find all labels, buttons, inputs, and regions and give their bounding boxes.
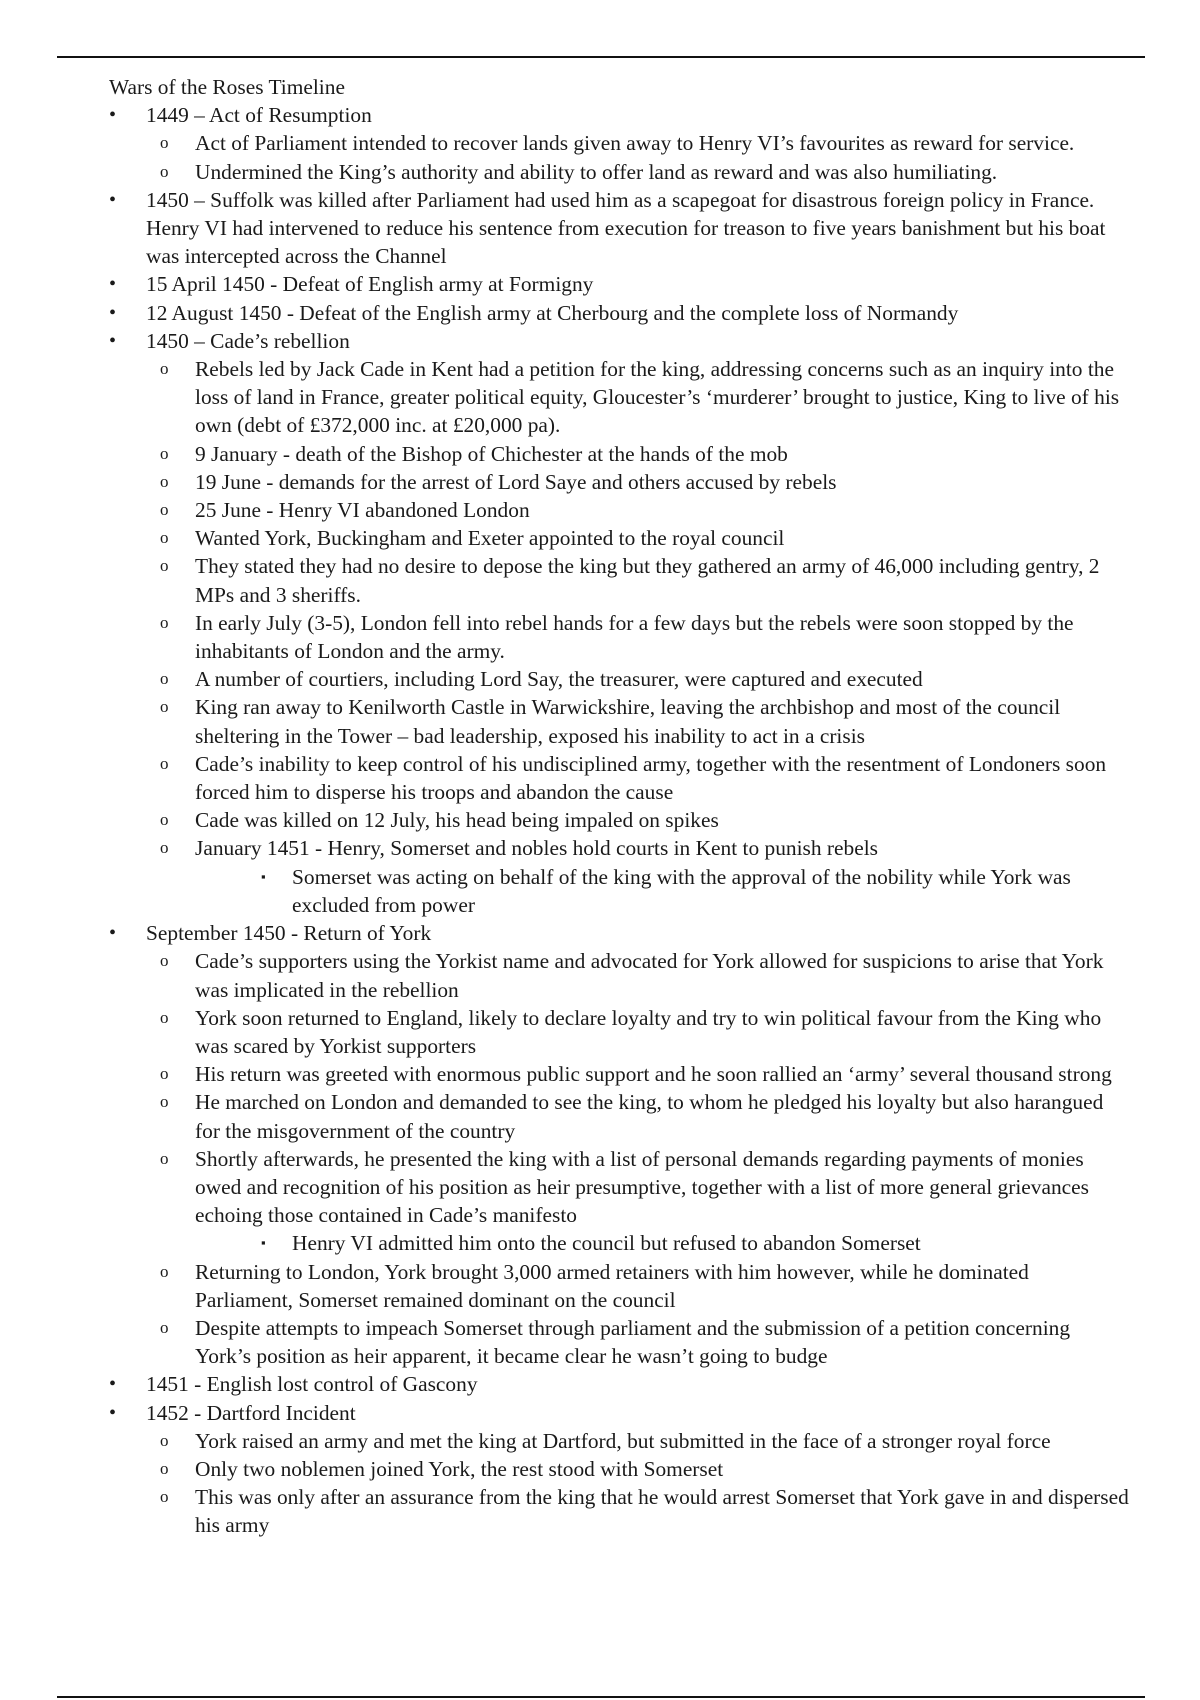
timeline-detail bbox=[146, 552, 1129, 608]
timeline-entry bbox=[109, 1370, 1129, 1398]
timeline-detail bbox=[146, 1314, 1129, 1370]
timeline-detail bbox=[146, 1483, 1129, 1539]
timeline-entry bbox=[109, 1399, 1129, 1540]
entry-text: 12 August 1450 - Defeat of the English army at Cherbourg and the complete loss of Normandy bbox=[146, 300, 959, 325]
document-title: Wars of the Roses Timeline bbox=[109, 75, 345, 99]
timeline-detail bbox=[146, 1088, 1129, 1144]
timeline-detail bbox=[146, 440, 1129, 468]
timeline-detail bbox=[146, 355, 1129, 440]
bottom-rule bbox=[57, 1696, 1145, 1698]
entry-text: Cade’s supporters using the Yorkist name and advocated for York allowed for suspicions to arise that York was implicated in the rebellion bbox=[195, 949, 1104, 1002]
timeline-detail bbox=[146, 806, 1129, 834]
entry-text: King ran away to Kenilworth Castle in Warwickshire, leaving the archbishop and most of the council sheltering in the Tower – bad leadership, exposed his inability to act in a crisis bbox=[195, 695, 1061, 748]
timeline-detail bbox=[146, 496, 1129, 524]
timeline-detail bbox=[146, 947, 1129, 1003]
timeline-detail bbox=[146, 665, 1129, 693]
timeline-detail bbox=[146, 1258, 1129, 1314]
entry-text: Somerset was acting on behalf of the king with the approval of the nobility while York was excluded from power bbox=[292, 864, 1071, 917]
timeline-subdetail bbox=[195, 863, 1129, 919]
entry-text: Act of Parliament intended to recover lands given away to Henry VI’s favourites as reward for service. bbox=[195, 131, 1075, 156]
entry-text: His return was greeted with enormous public support and he soon rallied an ‘army’ several thousand strong bbox=[195, 1062, 1112, 1087]
timeline-entry bbox=[109, 919, 1129, 1370]
entry-text: A number of courtiers, including Lord Say, the treasurer, were captured and executed bbox=[195, 667, 923, 692]
entry-text: Cade was killed on 12 July, his head being impaled on spikes bbox=[195, 808, 719, 833]
entry-text: York soon returned to England, likely to declare loyalty and try to win political favour from the King who was scared by Yorkist supporters bbox=[195, 1005, 1102, 1058]
entry-text: This was only after an assurance from the king that he would arrest Somerset that York gave in and dispersed his army bbox=[195, 1485, 1129, 1538]
entry-text: Rebels led by Jack Cade in Kent had a petition for the king, addressing concerns such as an inquiry into the loss of land in France, greater political equity, Gloucester’s ‘murderer’ brought to justice, King to live of his own (debt of £372,000 inc. at £20,000 pa). bbox=[195, 357, 1120, 438]
entry-text: 1450 – Cade’s rebellion bbox=[146, 328, 350, 353]
sub-list bbox=[146, 1427, 1129, 1540]
timeline-entry bbox=[109, 270, 1129, 298]
timeline-detail bbox=[146, 834, 1129, 919]
entry-text: Henry VI admitted him onto the council but refused to abandon Somerset bbox=[292, 1231, 921, 1256]
entry-text: 25 June - Henry VI abandoned London bbox=[195, 498, 530, 523]
sub-list bbox=[146, 355, 1129, 919]
timeline-entry bbox=[109, 327, 1129, 919]
timeline-detail bbox=[146, 1004, 1129, 1060]
entry-text: Shortly afterwards, he presented the king with a list of personal demands regarding payments of monies owed and recognition of his position as heir presumptive, together with a list of more general grievances echoing those contained in Cade’s manifesto bbox=[195, 1146, 1089, 1228]
entry-text: Undermined the King’s authority and ability to offer land as reward and was also humiliating. bbox=[195, 159, 998, 184]
timeline-detail bbox=[146, 609, 1129, 665]
entry-text: In early July (3-5), London fell into rebel hands for a few days but the rebels were soon stopped by the inhabitants of London and the army. bbox=[195, 610, 1074, 664]
timeline-detail bbox=[146, 1427, 1129, 1455]
timeline-detail bbox=[146, 1060, 1129, 1088]
timeline-entry bbox=[109, 101, 1129, 186]
entry-text: They stated they had no desire to depose the king but they gathered an army of 46,000 including gentry, 2 MPs and 3 sheriffs. bbox=[195, 554, 1100, 607]
sub-list bbox=[195, 1229, 1129, 1257]
timeline-detail bbox=[146, 1455, 1129, 1483]
entry-text: 1451 - English lost control of Gascony bbox=[146, 1372, 478, 1397]
timeline-entry bbox=[109, 299, 1129, 327]
timeline-detail bbox=[146, 693, 1129, 749]
timeline-entry bbox=[109, 186, 1129, 271]
sub-list bbox=[195, 863, 1129, 919]
top-rule bbox=[57, 56, 1145, 58]
entry-text: Despite attempts to impeach Somerset through parliament and the submission of a petition concerning York’s position as heir apparent, it became clear he wasn’t going to budge bbox=[195, 1315, 1071, 1369]
timeline-list bbox=[109, 101, 1129, 1539]
sub-list bbox=[146, 947, 1129, 1370]
entry-text: September 1450 - Return of York bbox=[146, 921, 432, 946]
timeline-detail bbox=[146, 468, 1129, 496]
entry-text: 1449 – Act of Resumption bbox=[146, 103, 372, 128]
timeline-detail bbox=[146, 1145, 1129, 1258]
entry-text: 1452 - Dartford Incident bbox=[146, 1400, 356, 1425]
entry-text: January 1451 - Henry, Somerset and nobles hold courts in Kent to punish rebels bbox=[195, 836, 878, 861]
entry-text: 1450 – Suffolk was killed after Parliament had used him as a scapegoat for disastrous foreign policy in France. Henry VI had intervened to reduce his sentence from execution for treason to five years banishment but his boat was intercepted across the Channel bbox=[146, 187, 1106, 269]
entry-text: York raised an army and met the king at Dartford, but submitted in the face of a stronger royal force bbox=[195, 1428, 1051, 1453]
entry-text: He marched on London and demanded to see the king, to whom he pledged his loyalty but also harangued for the misgovernment of the country bbox=[195, 1090, 1104, 1143]
timeline-detail bbox=[146, 158, 1129, 186]
entry-text: Wanted York, Buckingham and Exeter appointed to the royal council bbox=[195, 526, 785, 551]
timeline-detail bbox=[146, 524, 1129, 552]
entry-text: Returning to London, York brought 3,000 armed retainers with him however, while he dominated Parliament, Somerset remained dominant on the council bbox=[195, 1259, 1029, 1312]
entry-text: Cade’s inability to keep control of his undisciplined army, together with the resentment of Londoners soon forced him to disperse his troops and abandon the cause bbox=[195, 751, 1107, 805]
entry-text: 15 April 1450 - Defeat of English army at Formigny bbox=[146, 272, 594, 297]
timeline-subdetail bbox=[195, 1229, 1129, 1257]
entry-text: 19 June - demands for the arrest of Lord Saye and others accused by rebels bbox=[195, 469, 837, 494]
entry-text: 9 January - death of the Bishop of Chichester at the hands of the mob bbox=[195, 441, 788, 466]
timeline-detail bbox=[146, 129, 1129, 157]
timeline-detail bbox=[146, 750, 1129, 806]
entry-text: Only two noblemen joined York, the rest stood with Somerset bbox=[195, 1456, 724, 1481]
sub-list bbox=[146, 129, 1129, 185]
document-body bbox=[109, 73, 1129, 1540]
